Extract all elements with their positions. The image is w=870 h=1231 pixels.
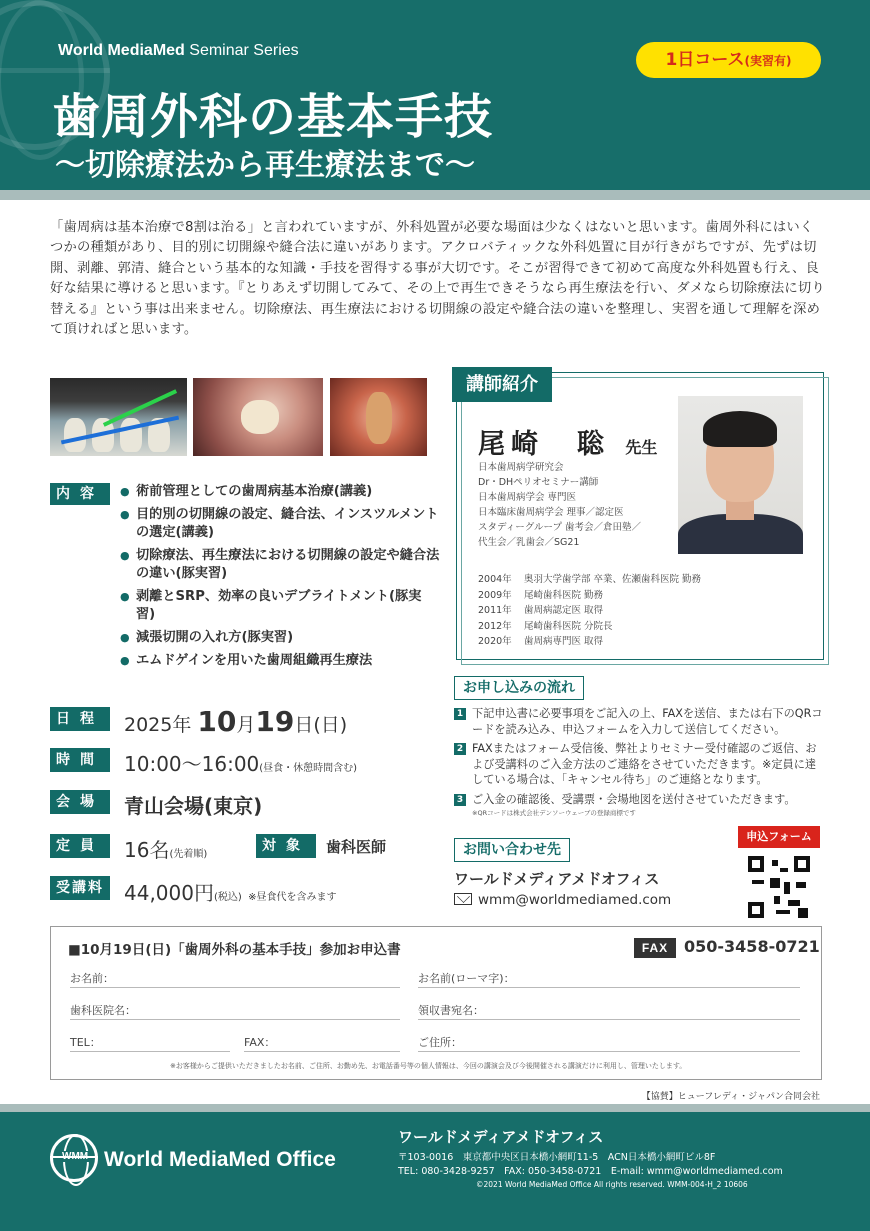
lecturer-name: 尾崎 聡 先生	[478, 429, 658, 460]
receipt-name-field[interactable]: 領収書宛名：	[418, 1002, 800, 1020]
clinical-photo-image	[193, 378, 323, 456]
target-value: 歯科医師	[326, 838, 387, 856]
apply-flow-heading: お申し込みの流れ	[454, 676, 584, 700]
list-item: 3 ご入金の確認後、受講票・会場地図を送付させていただきます。	[454, 792, 826, 808]
footer-address: 〒103-0016 東京都中央区日本橋小網町11-5 ACN日本橋小網町ビル8F	[398, 1152, 716, 1163]
list-item: ● 剥離とSRP、効率の良いデブライトメント(豚実習)	[120, 588, 440, 624]
qr-trademark-note: ※QRコードは株式会社デンソーウェーブの登録商標です	[472, 809, 636, 817]
fax-number: 050-3458-0721	[684, 937, 820, 956]
footer-divider	[0, 1104, 870, 1112]
list-item: ● エムドゲインを用いた歯周組織再生療法	[120, 652, 440, 670]
contents-list	[120, 483, 440, 675]
apply-form-badge: 申込フォーム	[738, 826, 820, 848]
name-field[interactable]: お名前：	[70, 970, 400, 988]
career-row: 2012年 尾崎歯科医院 分院長	[478, 620, 613, 632]
privacy-note: ※お客様からご提供いただきましたお名前、ご住所、お勤め先、お電話番号等の個人情報は、今回の講演会及び今後開催される講演だけに利用し、管理いたします。	[170, 1062, 687, 1070]
list-item: ● 目的別の切開線の設定、縫合法、インスツルメントの選定(講義)	[120, 506, 440, 542]
course-badge: 1日コース(実習有)	[636, 42, 821, 78]
qr-code-icon[interactable]	[748, 856, 810, 918]
fee-value: 44,000円(税込) ※昼食代を含みます	[124, 881, 337, 905]
capacity-label: 定員	[50, 834, 110, 858]
fee-label: 受講料	[50, 876, 110, 900]
page-subtitle: 〜切除療法から再生療法まで〜	[55, 148, 475, 183]
date-value: 2025年 10月19日(日)	[124, 705, 348, 738]
list-item: 1 下記申込書に必要事項をご記入の上、FAXを送信、または右下のQRコードを読み込み、申込フォームを入力して送信してください。	[454, 706, 826, 737]
lecturer-career	[478, 572, 701, 650]
page-title: 歯周外科の基本手技	[52, 89, 494, 145]
contact-heading: お問い合わせ先	[454, 838, 570, 862]
header-banner	[0, 0, 870, 200]
footer-brand: World MediaMed Office	[104, 1148, 336, 1171]
contact-office-name: ワールドメディアメドオフィス	[454, 870, 660, 888]
fax-field[interactable]: FAX：	[244, 1034, 400, 1052]
lecturer-portrait	[678, 396, 803, 554]
fax-badge: FAX	[634, 938, 676, 958]
time-label: 時間	[50, 748, 110, 772]
footer-contact: TEL: 080-3428-9257 FAX: 050-3458-0721 E-mail: wmm@worldmediamed.com	[398, 1166, 783, 1177]
target-label: 対象	[256, 834, 316, 858]
date-label: 日程	[50, 707, 110, 731]
venue-value: 青山会場(東京)	[124, 794, 263, 818]
lecturer-heading: 講師紹介	[452, 367, 552, 402]
footer-copyright: ©2021 World MediaMed Office All rights reserved. WMM-004-H_2 10606	[476, 1180, 748, 1189]
time-value: 10:00〜16:00(昼食・休憩時間含む)	[124, 752, 358, 776]
series-title: World MediaMed Seminar Series	[58, 42, 299, 59]
tel-field[interactable]: TEL：	[70, 1034, 230, 1052]
application-title: ■10月19日(日)「歯周外科の基本手技」参加お申込書	[68, 942, 401, 958]
clinic-name-field[interactable]: 歯科医院名：	[70, 1002, 400, 1020]
list-item: ● 減張切開の入れ方(豚実習)	[120, 629, 440, 647]
career-row: 2004年 奥羽大学歯学部 卒業、佐瀬歯科医院 勤務	[478, 574, 702, 585]
contents-label: 内容	[50, 483, 110, 505]
pig-jaw-photo-image	[330, 378, 427, 456]
mail-icon	[454, 893, 472, 905]
list-item: 2 FAXまたはフォーム受信後、弊社よりセミナー受付確認のご返信、および受講料のご入金方法のご連絡をさせていただきます。※定員に達している場合は、「キャンセル待ち」のご連絡となります。	[454, 741, 826, 788]
sponsor-text: 【協賛】ヒューフレディ・ジャパン合同会社	[641, 1092, 820, 1102]
list-item: ● 切除療法、再生療法における切開線の設定や縫合法の違い(豚実習)	[120, 547, 440, 583]
apply-flow-list	[454, 706, 826, 811]
career-row: 2011年 歯周病認定医 取得	[478, 605, 604, 616]
contact-email[interactable]: wmm@worldmediamed.com	[454, 892, 671, 908]
surgery-diagram-image	[50, 378, 187, 456]
intro-text: 「歯周病は基本治療で8割は治る」と言われていますが、外科処置が必要な場面は少なくはないと思います。歯周外科にはいくつかの種類があり、目的別に切開線や縫合法に違いがあります。アクロバティックな外科処置に目が行きがちですが、先ずは切開、剥離、郭清、縫合という基本的な知識・手技を習得する事が大切です。そこが習得できて初めて高度な外科処置も行え、良好な結果に導けると思います。『とりあえず切開してみて、その上で再生できそうなら再生療法を行い、ダメなら切除療法に切り替える』という事は出来ません。切除療法、再生療法における切開線の設定や縫合法の違いを整理し、実習を通して理解を深めて頂ければと思います。	[50, 220, 825, 338]
address-field[interactable]: ご住所：	[418, 1034, 800, 1052]
globe-logo-icon: WMM	[50, 1134, 98, 1182]
header-divider	[0, 190, 870, 200]
roman-name-field[interactable]: お名前(ローマ字)：	[418, 970, 800, 988]
lecturer-affiliations: 日本歯周病学研究会 Dr・DHペリオセミナー講師 日本歯周病学会 専門医 日本臨床歯周病学会 理事／認定医 スタディーグループ 歯考会／倉田塾／ 代生会／乳歯会／SG21	[478, 462, 642, 548]
career-row: 2009年 尾崎歯科医院 勤務	[478, 589, 604, 601]
list-item: ● 術前管理としての歯周病基本治療(講義)	[120, 483, 440, 501]
capacity-value: 16名(先着順)	[124, 838, 208, 862]
venue-label: 会場	[50, 790, 110, 814]
footer-office-name: ワールドメディアメドオフィス	[398, 1128, 604, 1146]
career-row: 2020年 歯周病専門医 取得	[478, 636, 604, 647]
